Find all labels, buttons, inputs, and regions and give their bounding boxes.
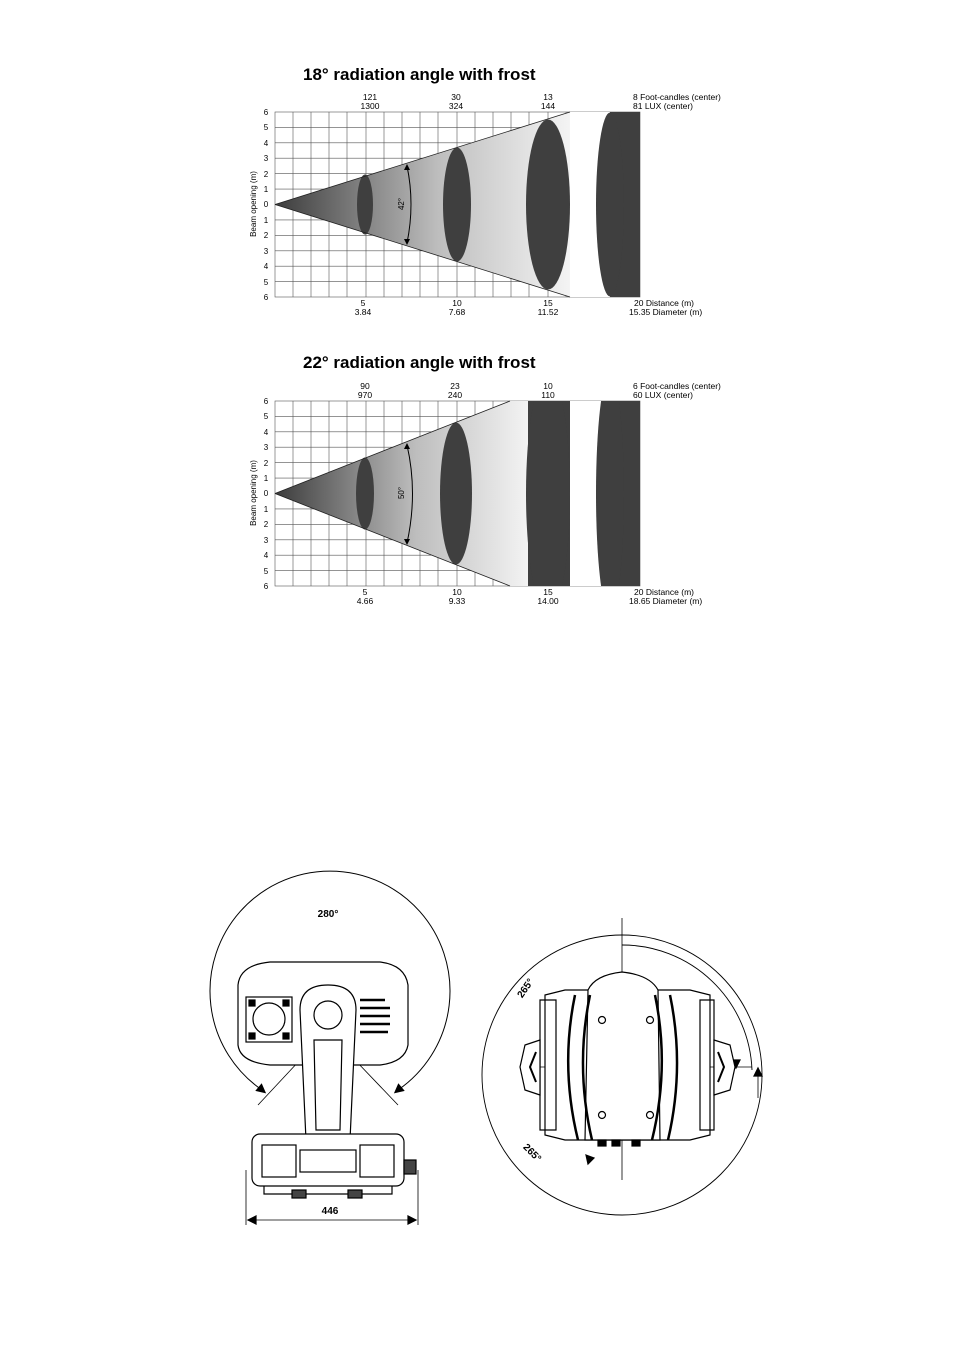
fc-label-3: 10 xyxy=(543,381,553,391)
fc-label-2: 23 xyxy=(450,381,460,391)
lux-label-3: 110 xyxy=(541,390,555,400)
y-axis-label-1: Beam opening (m) xyxy=(249,171,258,237)
svg-text:4: 4 xyxy=(263,551,269,560)
angle-label-1: 42° xyxy=(397,197,406,211)
dist-label-2: 10 xyxy=(452,587,462,597)
diam-label-1: 3.84 xyxy=(354,307,372,317)
diagram-2-title: 22° radiation angle with frost xyxy=(303,353,536,372)
svg-text:4: 4 xyxy=(263,262,269,271)
lux-label-1: 1300 xyxy=(360,101,380,111)
diagram-1 xyxy=(249,65,721,317)
svg-text:3: 3 xyxy=(263,247,269,256)
dist-axis-label: 20 Distance (m) xyxy=(634,587,694,597)
fc-label-2: 30 xyxy=(451,92,461,102)
diagram-2 xyxy=(249,353,721,614)
dist-label-3: 15 xyxy=(543,587,553,597)
svg-text:0: 0 xyxy=(263,200,269,209)
svg-text:4: 4 xyxy=(263,139,269,148)
svg-text:5: 5 xyxy=(263,567,269,576)
y-ticks-1 xyxy=(264,108,269,302)
fixture-side-view xyxy=(210,871,450,1225)
svg-text:1: 1 xyxy=(263,185,269,194)
dist-label-3: 15 xyxy=(543,298,553,308)
diam-label-2: 9.33 xyxy=(448,596,466,606)
diam-label-3: 11.52 xyxy=(537,307,559,317)
dist-label-1: 5 xyxy=(360,298,366,308)
y-axis-label-2: Beam opening (m) xyxy=(249,460,258,526)
dist-axis-label: 20 Distance (m) xyxy=(634,298,694,308)
tilt-angle-label-top: 265° xyxy=(515,976,537,1001)
beam-2 xyxy=(275,374,640,614)
svg-text:1: 1 xyxy=(263,474,269,483)
svg-text:5: 5 xyxy=(263,412,269,421)
svg-text:1: 1 xyxy=(263,505,269,514)
svg-text:6: 6 xyxy=(263,397,269,406)
svg-text:2: 2 xyxy=(263,231,269,240)
svg-text:3: 3 xyxy=(263,443,269,452)
fixture-top-view xyxy=(482,918,762,1215)
svg-text:6: 6 xyxy=(263,582,269,591)
svg-text:3: 3 xyxy=(263,536,269,545)
beam-1 xyxy=(275,112,640,297)
y-ticks-2 xyxy=(264,397,269,591)
svg-text:2: 2 xyxy=(263,459,269,468)
diam-label-3: 14.00 xyxy=(537,596,559,606)
tilt-angle-label-bottom: 265° xyxy=(520,1142,543,1165)
svg-text:3: 3 xyxy=(263,154,269,163)
fc-label-3: 13 xyxy=(543,92,553,102)
width-dimension-label: 446 xyxy=(321,1206,339,1217)
lux-center-label: 60 LUX (center) xyxy=(633,390,693,400)
svg-text:0: 0 xyxy=(263,489,269,498)
lux-label-3: 144 xyxy=(540,101,556,111)
lux-label-1: 970 xyxy=(357,390,373,400)
diam-label-2: 7.68 xyxy=(448,307,466,317)
pan-angle-label: 280° xyxy=(317,909,339,920)
svg-text:6: 6 xyxy=(263,108,269,117)
fc-center-label: 8 Foot-candles (center) xyxy=(633,92,721,102)
dist-label-2: 10 xyxy=(452,298,462,308)
fc-center-label: 6 Foot-candles (center) xyxy=(633,381,721,391)
svg-text:1: 1 xyxy=(263,216,269,225)
svg-text:6: 6 xyxy=(263,293,269,302)
diam-axis-label: 18.65 Diameter (m) xyxy=(629,596,703,606)
angle-label-2: 50° xyxy=(397,486,406,500)
lux-label-2: 324 xyxy=(448,101,464,111)
fc-label-1: 90 xyxy=(360,381,370,391)
diam-axis-label: 15.35 Diameter (m) xyxy=(629,307,703,317)
lux-center-label: 81 LUX (center) xyxy=(633,101,693,111)
svg-text:2: 2 xyxy=(263,170,269,179)
diam-label-1: 4.66 xyxy=(356,596,374,606)
dist-label-1: 5 xyxy=(362,587,368,597)
svg-text:5: 5 xyxy=(263,278,269,287)
lux-label-2: 240 xyxy=(447,390,463,400)
svg-text:4: 4 xyxy=(263,428,269,437)
fc-label-1: 121 xyxy=(362,92,378,102)
svg-text:5: 5 xyxy=(263,123,269,132)
svg-text:2: 2 xyxy=(263,520,269,529)
diagram-1-title: 18° radiation angle with frost xyxy=(303,65,536,84)
